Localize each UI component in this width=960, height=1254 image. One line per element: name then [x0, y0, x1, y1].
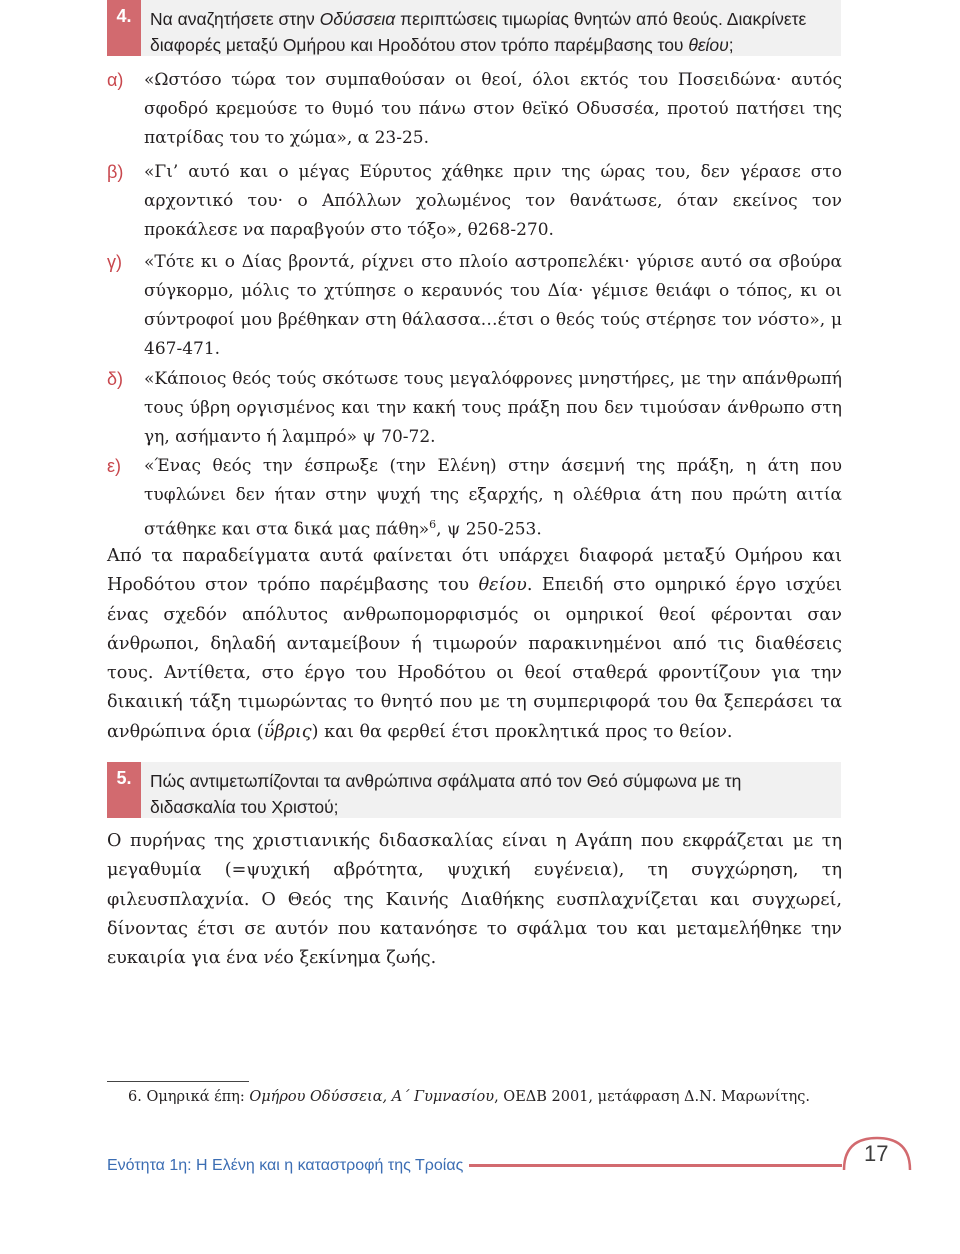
- footnote: 6. Ομηρικά έπη: Ομήρου Οδύσσεια, Α΄ Γυμνασίου, ΟΕΔΒ 2001, μετάφραση Δ.Ν. Μαρωνίτης.: [128, 1089, 810, 1105]
- answer-5-paragraph: Ο πυρήνας της χριστιανικής διδασκαλίας είναι η Αγάπη που εκφράζεται με τη μεγαθυμία (=ψυχική αβρότητα, ψυχική ευγένεια), τη συγχώρηση, τη φιλευσπλαχνία. Ο Θεός της Καινής Διαθήκης ευσπλαχνίζεται και συγχωρεί, δίνοντας έτσι σε αυτόν που κατανόησε το σφάλμα του και μεταμελήθηκε την ευκαιρία για ένα νέο ξεκίνημα ζωής.: [107, 831, 842, 969]
- item-label: ε): [107, 456, 122, 476]
- question-4-box: [107, 0, 841, 56]
- item-label: β): [107, 162, 124, 182]
- item-label: γ): [107, 252, 122, 272]
- item-text: «Τότε κι ο Δίας βροντά, ρίχνει στο πλοίο αστροπελέκι· γύρισε αυτό σα σβούρα σύγκορμο, μόλις το χτύπησε ο κεραυνός του Δία· γέμισε θειάφι ο τόπος, κι οι σύντροφοί μου βρέθηκαν στη θάλασσα…έτσι ο θεός τούς στέρησε τον νόστο», μ 467-471.: [144, 252, 842, 359]
- item-text: «Κάποιος θεός τούς σκότωσε τους μεγαλόφρονες μνηστήρες, με την απάνθρωπή τους ύβρη οργισμένος και την κακή τους πράξη που δεν τιμούσαν άνθρωπο στη γη, ασήμαντο ή λαμπρό» ψ 70-72.: [144, 369, 842, 447]
- question-4-text: Να αναζητήσετε στην Οδύσσεια περιπτώσεις τιμωρίας θνητών από θεούς. Διακρίνετε διαφορές μεταξύ Ομήρου και Ηροδότου στον τρόπο παρέμβασης του θείου;: [150, 9, 807, 55]
- page-number: 17: [864, 1141, 889, 1166]
- question-number: 4.: [107, 0, 141, 56]
- item-text: «Ένας θεός την έσπρωξε (την Ελένη) στην άσεμνή της πράξη, η άτη που τυφλώνει δεν ήταν στην ψυχή της εξαρχής, η ολέθρια άτη που πρώτη αιτία στάθηκε και στα δικά μας πάθη»$^6$, ψ 250-253.: [144, 456, 842, 540]
- item-text: «Ωστόσο τώρα τον συμπαθούσαν οι θεοί, όλοι εκτός του Ποσειδώνα· αυτός σφοδρό κρεμούσε το θυμό του πάνω στον θεϊκό Οδυσσέα, προτού πατήσει της πατρίδας του το χώμα», α 23-25.: [144, 70, 842, 148]
- item-text: «Γι’ αυτό και ο μέγας Εύρυτος χάθηκε πριν της ώρας του, δεν γέρασε στο αρχοντικό του· ο Απόλλων χολωμένος τον θανάτωσε, όταν εκείνος τον προκάλεσε να παραβγούν στο τόξο», θ268-270.: [144, 162, 842, 240]
- question-5-text: Πώς αντιμετωπίζονται τα ανθρώπινα σφάλματα από τον Θεό σύμφωνα με τη διδασκαλία του Χριστού;: [150, 771, 742, 817]
- footnote-ref: 6: [429, 518, 437, 531]
- question-5-box: [107, 762, 841, 818]
- item-label: α): [107, 70, 124, 90]
- item-label: δ): [107, 369, 124, 389]
- footnote-divider: [107, 1081, 249, 1082]
- footer-unit-title: Ενότητα 1η: Η Ελένη και η καταστροφή της Τροίας: [107, 1157, 469, 1175]
- question-number: 5.: [107, 762, 141, 818]
- answer-4-paragraph: Από τα παραδείγματα αυτά φαίνεται ότι υπάρχει διαφορά μεταξύ Ομήρου και Ηροδότου στον τρόπο παρέμβασης του θείου. Επειδή στο ομηρικό έργο ισχύει ένας σχεδόν απόλυτος ανθρωπομορφισμός οι ομηρικοί θεοί φέρονται σαν άνθρωποι, δηλαδή ανταμείβουν ή τιμωρούν παρακινημένοι από τις διαθέσεις τους. Αντίθετα, στο έργο του Ηροδότου οι θεοί σταθερά φροντίζουν για την δικαιική τάξη τιμωρώντας το θνητό που με τη συμπεριφορά του θα ξεπεράσει τα ανθρώπινα όρια (ΰβρις) και θα φερθεί έτσι προκλητικά προς το θείον.: [107, 546, 842, 742]
